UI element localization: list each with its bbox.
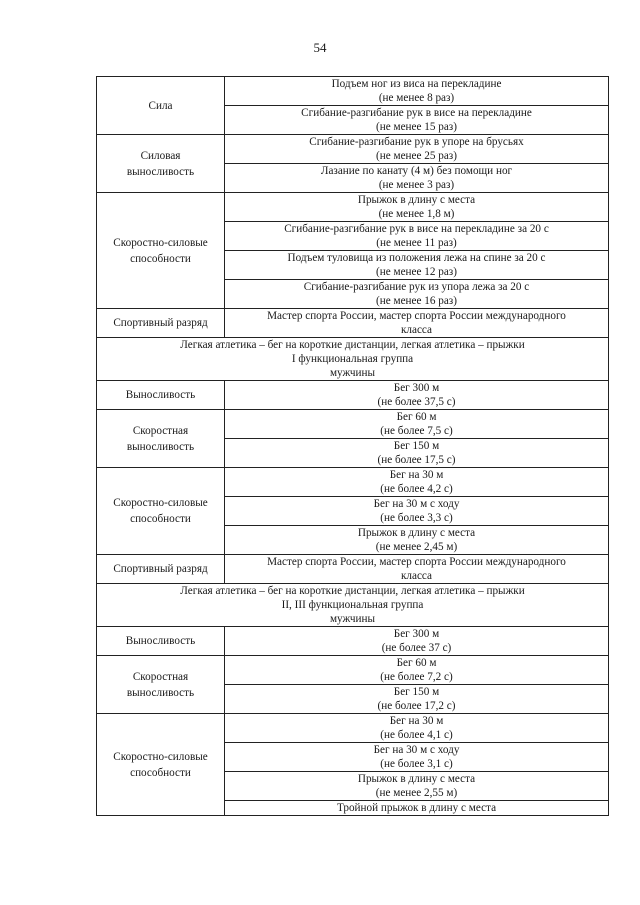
test-name: Сгибание-разгибание рук в упоре на брусьях [309,136,524,148]
test-name: Бег на 30 м с ходу [373,498,460,510]
test-name: Бег на 30 м [389,469,444,481]
rank-text: класса [400,570,433,582]
test-name: Прыжок в длину с места [357,194,476,206]
table-row [97,193,609,222]
test-norm: (не более 17,2 с) [377,700,456,712]
test-norm: (не более 7,5 с) [380,425,453,437]
test-name: Бег 150 м [393,440,440,452]
category-label: Скоростно-силовые [113,750,208,763]
table-row [97,135,609,164]
test-cell [225,280,609,309]
section-title: Легкая атлетика – бег на короткие дистанции, легкая атлетика – прыжки [180,339,525,351]
test-name: Бег 60 м [396,657,437,669]
test-norm: (не более 4,2 с) [380,483,453,495]
test-cell [225,251,609,280]
test-cell [225,222,609,251]
category-cell [97,656,225,714]
rank-cell [225,555,609,584]
category-cell [97,193,225,309]
category-cell [97,627,225,656]
test-cell [225,410,609,439]
test-name: Бег 150 м [393,686,440,698]
section-group: I функциональная группа [291,353,414,365]
section-header-row [97,338,609,381]
test-norm: (не менее 8 раз) [378,92,455,104]
test-norm: (не более 4,1 с) [380,729,453,741]
test-name: Бег 300 м [393,382,440,394]
section-gender: мужчины [329,367,376,379]
test-name: Подъем ног из виса на перекладине [331,78,502,90]
category-label: Скоростно-силовые [113,497,208,509]
category-cell [97,135,225,193]
test-name: Тройной прыжок в длину с места [336,802,497,814]
test-cell [225,743,609,772]
table-row [97,77,609,106]
section-header [97,584,609,627]
test-norm: (не менее 2,45 м) [375,541,458,553]
rank-text: Мастер спорта России, мастер спорта России международного [267,310,566,322]
category-label: Скоростно-силовые [113,236,208,249]
category-cell [97,77,225,135]
section-header [97,338,609,381]
table-row [97,381,609,410]
test-cell [225,439,609,468]
test-norm: (не менее 16 раз) [376,295,457,307]
section-header-row [97,584,609,627]
test-cell [225,627,609,656]
table-row [97,555,609,584]
category-cell [97,381,225,410]
section-group: II, III функциональная группа [281,599,424,611]
test-cell [225,135,609,164]
category-label: способности [130,252,191,265]
category-cell [97,714,225,816]
test-name: Бег 60 м [396,411,437,423]
test-cell [225,685,609,714]
category-cell [97,410,225,468]
test-cell [225,656,609,685]
test-cell [225,381,609,410]
test-name: Лазание по канату (4 м) без помощи ног [320,165,513,177]
test-name: Прыжок в длину с места [357,773,476,785]
test-norm: (не менее 12 раз) [376,266,457,278]
table-row [97,468,609,497]
category-label: способности [130,766,191,779]
test-name: Сгибание-разгибание рук из упора лежа за 20 с [303,281,530,293]
category-label: способности [130,513,191,525]
norms-table [96,76,609,816]
test-norm: (не менее 1,8 м) [378,208,455,220]
category-label: Спортивный разряд [113,563,208,575]
test-name: Сгибание-разгибание рук в висе на перекладине за 20 с [284,223,549,235]
section-title: Легкая атлетика – бег на короткие дистанции, легкая атлетика – прыжки [180,585,525,597]
category-cell [97,555,225,584]
rank-text: Мастер спорта России, мастер спорта России международного [267,556,566,568]
test-norm: (не менее 3 раз) [378,179,455,191]
test-norm: (не менее 2,55 м) [375,787,458,799]
section-gender: мужчины [329,613,376,625]
table-row [97,656,609,685]
test-norm: (не более 3,1 с) [380,758,453,770]
test-name: Прыжок в длину с места [357,527,476,539]
test-cell [225,772,609,801]
test-cell [225,526,609,555]
test-norm: (не более 37,5 с) [377,396,456,408]
test-cell [225,106,609,135]
category-label: Выносливость [125,389,196,401]
test-cell [225,164,609,193]
test-name: Бег 300 м [393,628,440,640]
test-name: Бег на 30 м [389,715,444,727]
test-norm: (не более 3,3 с) [380,512,453,524]
rank-cell [225,309,609,338]
test-name: Сгибание-разгибание рук в висе на перекладине [301,107,532,119]
table-row [97,714,609,743]
test-cell [225,714,609,743]
test-norm: (не более 7,2 с) [380,671,453,683]
category-label: Выносливость [125,635,196,647]
test-norm: (не менее 25 раз) [376,150,457,162]
test-cell [225,468,609,497]
table-row [97,309,609,338]
category-label: Сила [148,99,173,112]
category-cell [97,468,225,555]
category-label: Скоростная [132,670,189,683]
category-label: Силовая [140,149,181,162]
test-name: Бег на 30 м с ходу [373,744,460,756]
rank-text: класса [400,324,433,336]
test-cell [225,77,609,106]
test-norm: (не менее 11 раз) [376,237,457,249]
test-norm: (не более 17,5 с) [377,454,456,466]
page-number: 54 [313,40,327,55]
test-name: Подъем туловища из положения лежа на спине за 20 с [287,252,546,264]
category-label: выносливость [126,440,195,453]
category-label: Спортивный разряд [113,317,208,329]
table-row [97,410,609,439]
test-cell [225,801,609,816]
test-norm: (не менее 15 раз) [376,121,457,133]
category-label: выносливость [126,165,195,178]
category-label: выносливость [126,686,195,699]
test-cell [225,193,609,222]
category-cell [97,309,225,338]
test-cell [225,497,609,526]
table-row [97,627,609,656]
category-label: Скоростная [132,424,189,437]
test-norm: (не более 37 с) [381,642,452,654]
